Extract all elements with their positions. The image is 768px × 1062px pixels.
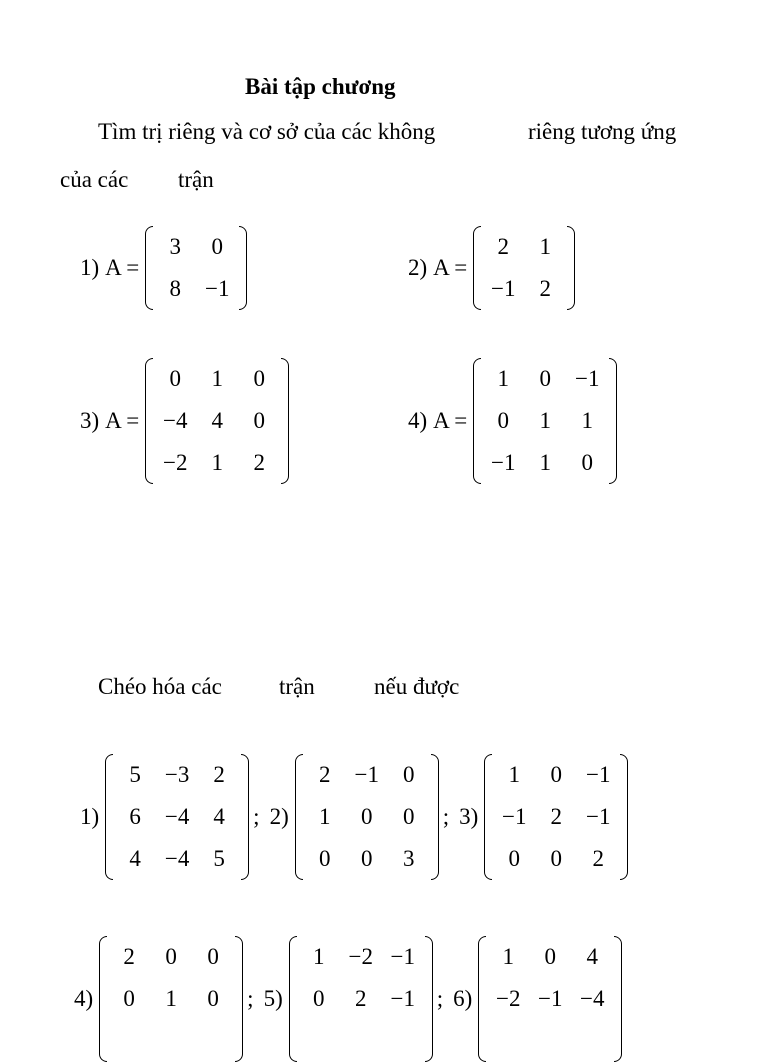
matrix-entry: 4	[586, 944, 599, 969]
exercise-label: 2)	[408, 255, 428, 280]
matrix-entry	[571, 1020, 613, 1062]
separator: ;	[442, 804, 450, 829]
matrix-entry: −1	[204, 276, 230, 301]
matrix-entry: 2	[318, 762, 331, 787]
matrix-entry: −1	[390, 944, 415, 969]
matrix-entry: −3	[164, 762, 190, 787]
matrix-entry: 0	[253, 408, 265, 433]
exercise-label: 4)	[408, 408, 428, 433]
intro-text-1b: riêng tương ứng	[528, 119, 677, 144]
matrix-prefix: A =	[433, 408, 468, 433]
matrix-entry: −1	[354, 762, 379, 787]
matrix	[99, 936, 243, 1062]
matrix-prefix: A =	[433, 255, 468, 280]
matrix-entry: 2	[123, 944, 135, 969]
matrix-entry: 1	[539, 408, 551, 433]
matrix-entry: −1	[490, 276, 516, 301]
intro-text-1a: Tìm trị riêng và cơ sở của các không	[98, 119, 436, 144]
matrix	[145, 226, 247, 310]
matrix	[289, 936, 433, 1062]
matrix-entry: 0	[318, 846, 331, 871]
matrix-entry: 1	[539, 234, 551, 259]
separator: ;	[253, 804, 260, 829]
matrix-entry: 1	[318, 804, 331, 829]
matrix-entry: −1	[586, 762, 611, 787]
matrix-entry: −1	[490, 450, 516, 475]
matrix-entry	[298, 1020, 340, 1062]
matrix-entry: 1	[211, 366, 223, 391]
intro-text-2b: trận	[178, 167, 214, 192]
exercise-label: 4)	[74, 986, 94, 1011]
matrix-entry: 8	[169, 276, 181, 301]
matrix-entry: −4	[162, 408, 188, 433]
matrix-entry: 2	[497, 234, 509, 259]
matrix-entry: −4	[164, 804, 190, 829]
separator: ;	[247, 986, 254, 1011]
matrix-entry: 3	[402, 846, 415, 871]
matrix-entry: 2	[539, 276, 551, 301]
matrix-entry: 0	[539, 366, 551, 391]
matrix-entry: −2	[496, 986, 521, 1011]
matrix-entry: 0	[360, 804, 373, 829]
exercise-label: 6)	[453, 986, 473, 1011]
matrix-entry: 0	[211, 234, 223, 259]
exercise-label: 3)	[459, 804, 479, 829]
matrix-entry	[192, 1020, 234, 1062]
exercise-1-3	[80, 358, 289, 484]
matrix-entry	[108, 1020, 150, 1062]
exercise-label: 1)	[80, 255, 100, 280]
exercise-2-row-1	[80, 754, 642, 880]
matrix-entry: 5	[213, 846, 225, 871]
section2-heading-c: nếu được	[374, 674, 460, 699]
matrix-entry: 1	[502, 944, 515, 969]
matrix-entry: 0	[402, 762, 415, 787]
exercise-2-row-2	[74, 936, 636, 1062]
matrix-entry: −1	[586, 804, 611, 829]
matrix	[473, 226, 575, 310]
matrix-entry: 1	[539, 450, 551, 475]
section2-heading-a: Chéo hóa các	[98, 674, 222, 699]
matrix-entry: 0	[581, 450, 593, 475]
matrix-entry: 0	[312, 986, 325, 1011]
matrix	[478, 936, 622, 1062]
matrix-entry: 0	[544, 944, 557, 969]
matrix	[145, 358, 289, 484]
matrix-entry: −1	[538, 986, 563, 1011]
matrix-entry	[382, 1020, 424, 1062]
matrix-entry: 0	[207, 986, 219, 1011]
matrix	[473, 358, 617, 484]
matrix	[105, 754, 249, 880]
matrix-entry	[529, 1020, 571, 1062]
matrix-entry: 0	[165, 944, 177, 969]
exercise-1-1	[80, 226, 247, 310]
matrix-entry: 1	[211, 450, 223, 475]
matrix-entry: −1	[390, 986, 415, 1011]
matrix-entry: −1	[574, 366, 600, 391]
exercise-1-2	[408, 226, 575, 310]
matrix-entry: 4	[211, 408, 223, 433]
intro-text-2a: của các	[60, 167, 129, 192]
matrix-entry: 0	[550, 846, 563, 871]
matrix-entry: 0	[402, 804, 415, 829]
matrix-entry: 1	[312, 944, 325, 969]
matrix-entry: 3	[169, 234, 181, 259]
matrix-entry: 1	[165, 986, 177, 1011]
matrix-entry	[150, 1020, 192, 1062]
matrix-prefix: A =	[105, 408, 140, 433]
matrix-entry: −4	[164, 846, 190, 871]
matrix-entry: −4	[580, 986, 605, 1011]
matrix-entry: 4	[129, 846, 141, 871]
exercise-label: 3)	[80, 408, 100, 433]
matrix-entry: 5	[129, 762, 141, 787]
matrix-entry: −2	[162, 450, 188, 475]
matrix-entry: 0	[550, 762, 563, 787]
matrix-entry: 4	[213, 804, 225, 829]
matrix-entry	[340, 1020, 382, 1062]
page-title: Bài tập chương	[245, 74, 396, 99]
matrix-entry: 1	[581, 408, 593, 433]
matrix-entry: 2	[550, 804, 563, 829]
matrix	[484, 754, 628, 880]
matrix-entry: 2	[592, 846, 605, 871]
matrix-entry: 2	[253, 450, 265, 475]
exercise-label: 2)	[269, 804, 289, 829]
matrix-entry: 0	[123, 986, 135, 1011]
matrix-entry	[487, 1020, 529, 1062]
exercise-label: 1)	[80, 804, 100, 829]
matrix-entry: 2	[354, 986, 367, 1011]
matrix-entry: 0	[360, 846, 373, 871]
separator: ;	[436, 986, 444, 1011]
matrix-entry: −2	[348, 944, 373, 969]
matrix-entry: 0	[508, 846, 521, 871]
exercise-label: 5)	[263, 986, 283, 1011]
matrix-entry: 0	[169, 366, 181, 391]
matrix-entry: −1	[502, 804, 527, 829]
matrix	[295, 754, 439, 880]
matrix-entry: 1	[508, 762, 521, 787]
matrix-entry: 1	[497, 366, 509, 391]
matrix-entry: 0	[497, 408, 509, 433]
matrix-entry: 6	[129, 804, 141, 829]
matrix-entry: 0	[253, 366, 265, 391]
matrix-entry: 0	[207, 944, 219, 969]
section2-heading-b: trận	[279, 674, 315, 699]
matrix-entry: 2	[213, 762, 225, 787]
matrix-prefix: A =	[105, 255, 140, 280]
exercise-1-4	[408, 358, 617, 484]
